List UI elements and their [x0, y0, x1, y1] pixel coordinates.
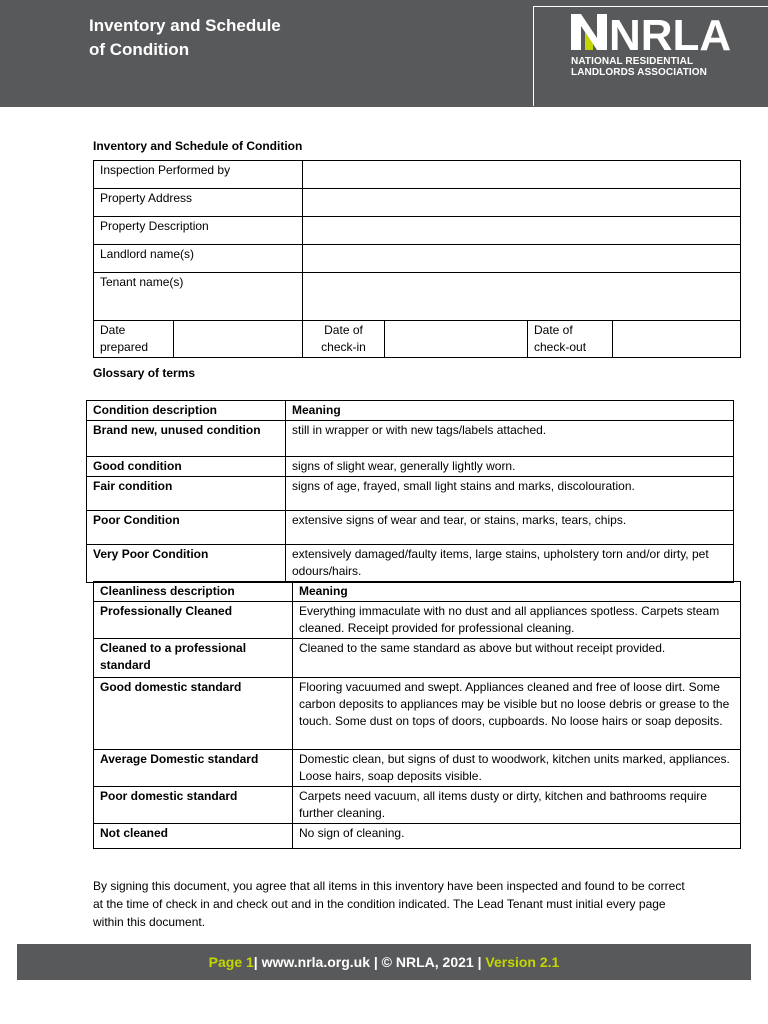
cleanliness-meaning: Carpets need vacuum, all items dusty or dirty, kitchen and bathrooms require further cleaning.	[293, 787, 741, 824]
page-footer	[17, 944, 751, 980]
date-checkin-label: Date of check-in	[303, 321, 385, 358]
cleanliness-meaning: Domestic clean, but signs of dust to woodwork, kitchen units marked, appliances. Loose hairs, soap deposits visible.	[293, 750, 741, 787]
condition-header-meaning: Meaning	[286, 401, 734, 421]
dates-table	[93, 320, 741, 358]
cleanliness-meaning: Cleaned to the same standard as above but without receipt provided.	[293, 639, 741, 678]
cleanliness-meaning: No sign of cleaning.	[293, 824, 741, 849]
logo-text: NRLA	[609, 11, 732, 60]
address-field[interactable]	[303, 189, 741, 217]
cleanliness-meaning: Flooring vacuumed and swept. Appliances cleaned and free of loose dirt. Some carbon deposits to appliances may be visible but no loose debris or grease to the touch. Some dust on tops of doors, cupboards. No loose hairs or soap deposits.	[293, 678, 741, 750]
header-divider	[533, 6, 534, 106]
condition-header-term: Condition description	[87, 401, 286, 421]
cleanliness-term: Average Domestic standard	[94, 750, 293, 787]
tenant-field[interactable]	[303, 273, 741, 321]
glossary-title: Glossary of terms	[93, 366, 196, 380]
cleanliness-meaning: Everything immaculate with no dust and all appliances spotless. Carpets steam cleaned. Receipt provided for professional cleaning.	[293, 602, 741, 639]
date-prepared-field[interactable]	[174, 321, 303, 358]
condition-term: Brand new, unused condition	[87, 421, 286, 457]
condition-meaning: signs of slight wear, generally lightly worn.	[286, 457, 734, 477]
cleanliness-term: Professionally Cleaned	[94, 602, 293, 639]
date-checkout-label: Date of check-out	[528, 321, 613, 358]
footer-site-copyright: | www.nrla.org.uk | © NRLA, 2021 |	[253, 954, 486, 970]
description-label: Property Description	[94, 217, 303, 245]
landlord-field[interactable]	[303, 245, 741, 273]
date-prepared-label: Date prepared	[94, 321, 174, 358]
condition-meaning: extensively damaged/faulty items, large stains, upholstery torn and/or dirty, pet odours/hairs.	[286, 545, 734, 583]
cleanliness-header-meaning: Meaning	[293, 582, 741, 602]
cleanliness-header-term: Cleanliness description	[94, 582, 293, 602]
condition-term: Good condition	[87, 457, 286, 477]
document-header	[0, 0, 768, 107]
footer-version: Version 2.1	[485, 954, 560, 970]
logo-subtitle: NATIONAL RESIDENTIAL LANDLORDS ASSOCIATION	[571, 56, 707, 78]
inspection-label: Inspection Performed by	[94, 161, 303, 189]
condition-term: Poor Condition	[87, 511, 286, 545]
inspection-field[interactable]	[303, 161, 741, 189]
header-divider-top	[533, 6, 768, 7]
landlord-label: Landlord name(s)	[94, 245, 303, 273]
address-label: Property Address	[94, 189, 303, 217]
cleanliness-table	[93, 581, 741, 849]
condition-meaning: signs of age, frayed, small light stains and marks, discolouration.	[286, 477, 734, 511]
agreement-text: By signing this document, you agree that all items in this inventory have been inspected and found to be correct at the time of check in and check out and in the condition indicated. The Lead Tenant must initial every page within this document.	[93, 879, 685, 929]
cleanliness-term: Cleaned to a professional standard	[94, 639, 293, 678]
condition-table	[86, 400, 734, 583]
cleanliness-term: Poor domestic standard	[94, 787, 293, 824]
condition-meaning: extensive signs of wear and tear, or stains, marks, tears, chips.	[286, 511, 734, 545]
document-title: Inventory and Schedule of Condition	[89, 16, 281, 59]
condition-term: Very Poor Condition	[87, 545, 286, 583]
condition-term: Fair condition	[87, 477, 286, 511]
date-checkout-field[interactable]	[613, 321, 741, 358]
inventory-title: Inventory and Schedule of Condition	[93, 139, 303, 153]
footer-page-number: Page 1	[208, 954, 254, 970]
date-checkin-field[interactable]	[385, 321, 528, 358]
cleanliness-term: Not cleaned	[94, 824, 293, 849]
tenant-label: Tenant name(s)	[94, 273, 303, 321]
inventory-table	[93, 160, 741, 321]
cleanliness-term: Good domestic standard	[94, 678, 293, 750]
description-field[interactable]	[303, 217, 741, 245]
condition-meaning: still in wrapper or with new tags/labels attached.	[286, 421, 734, 457]
